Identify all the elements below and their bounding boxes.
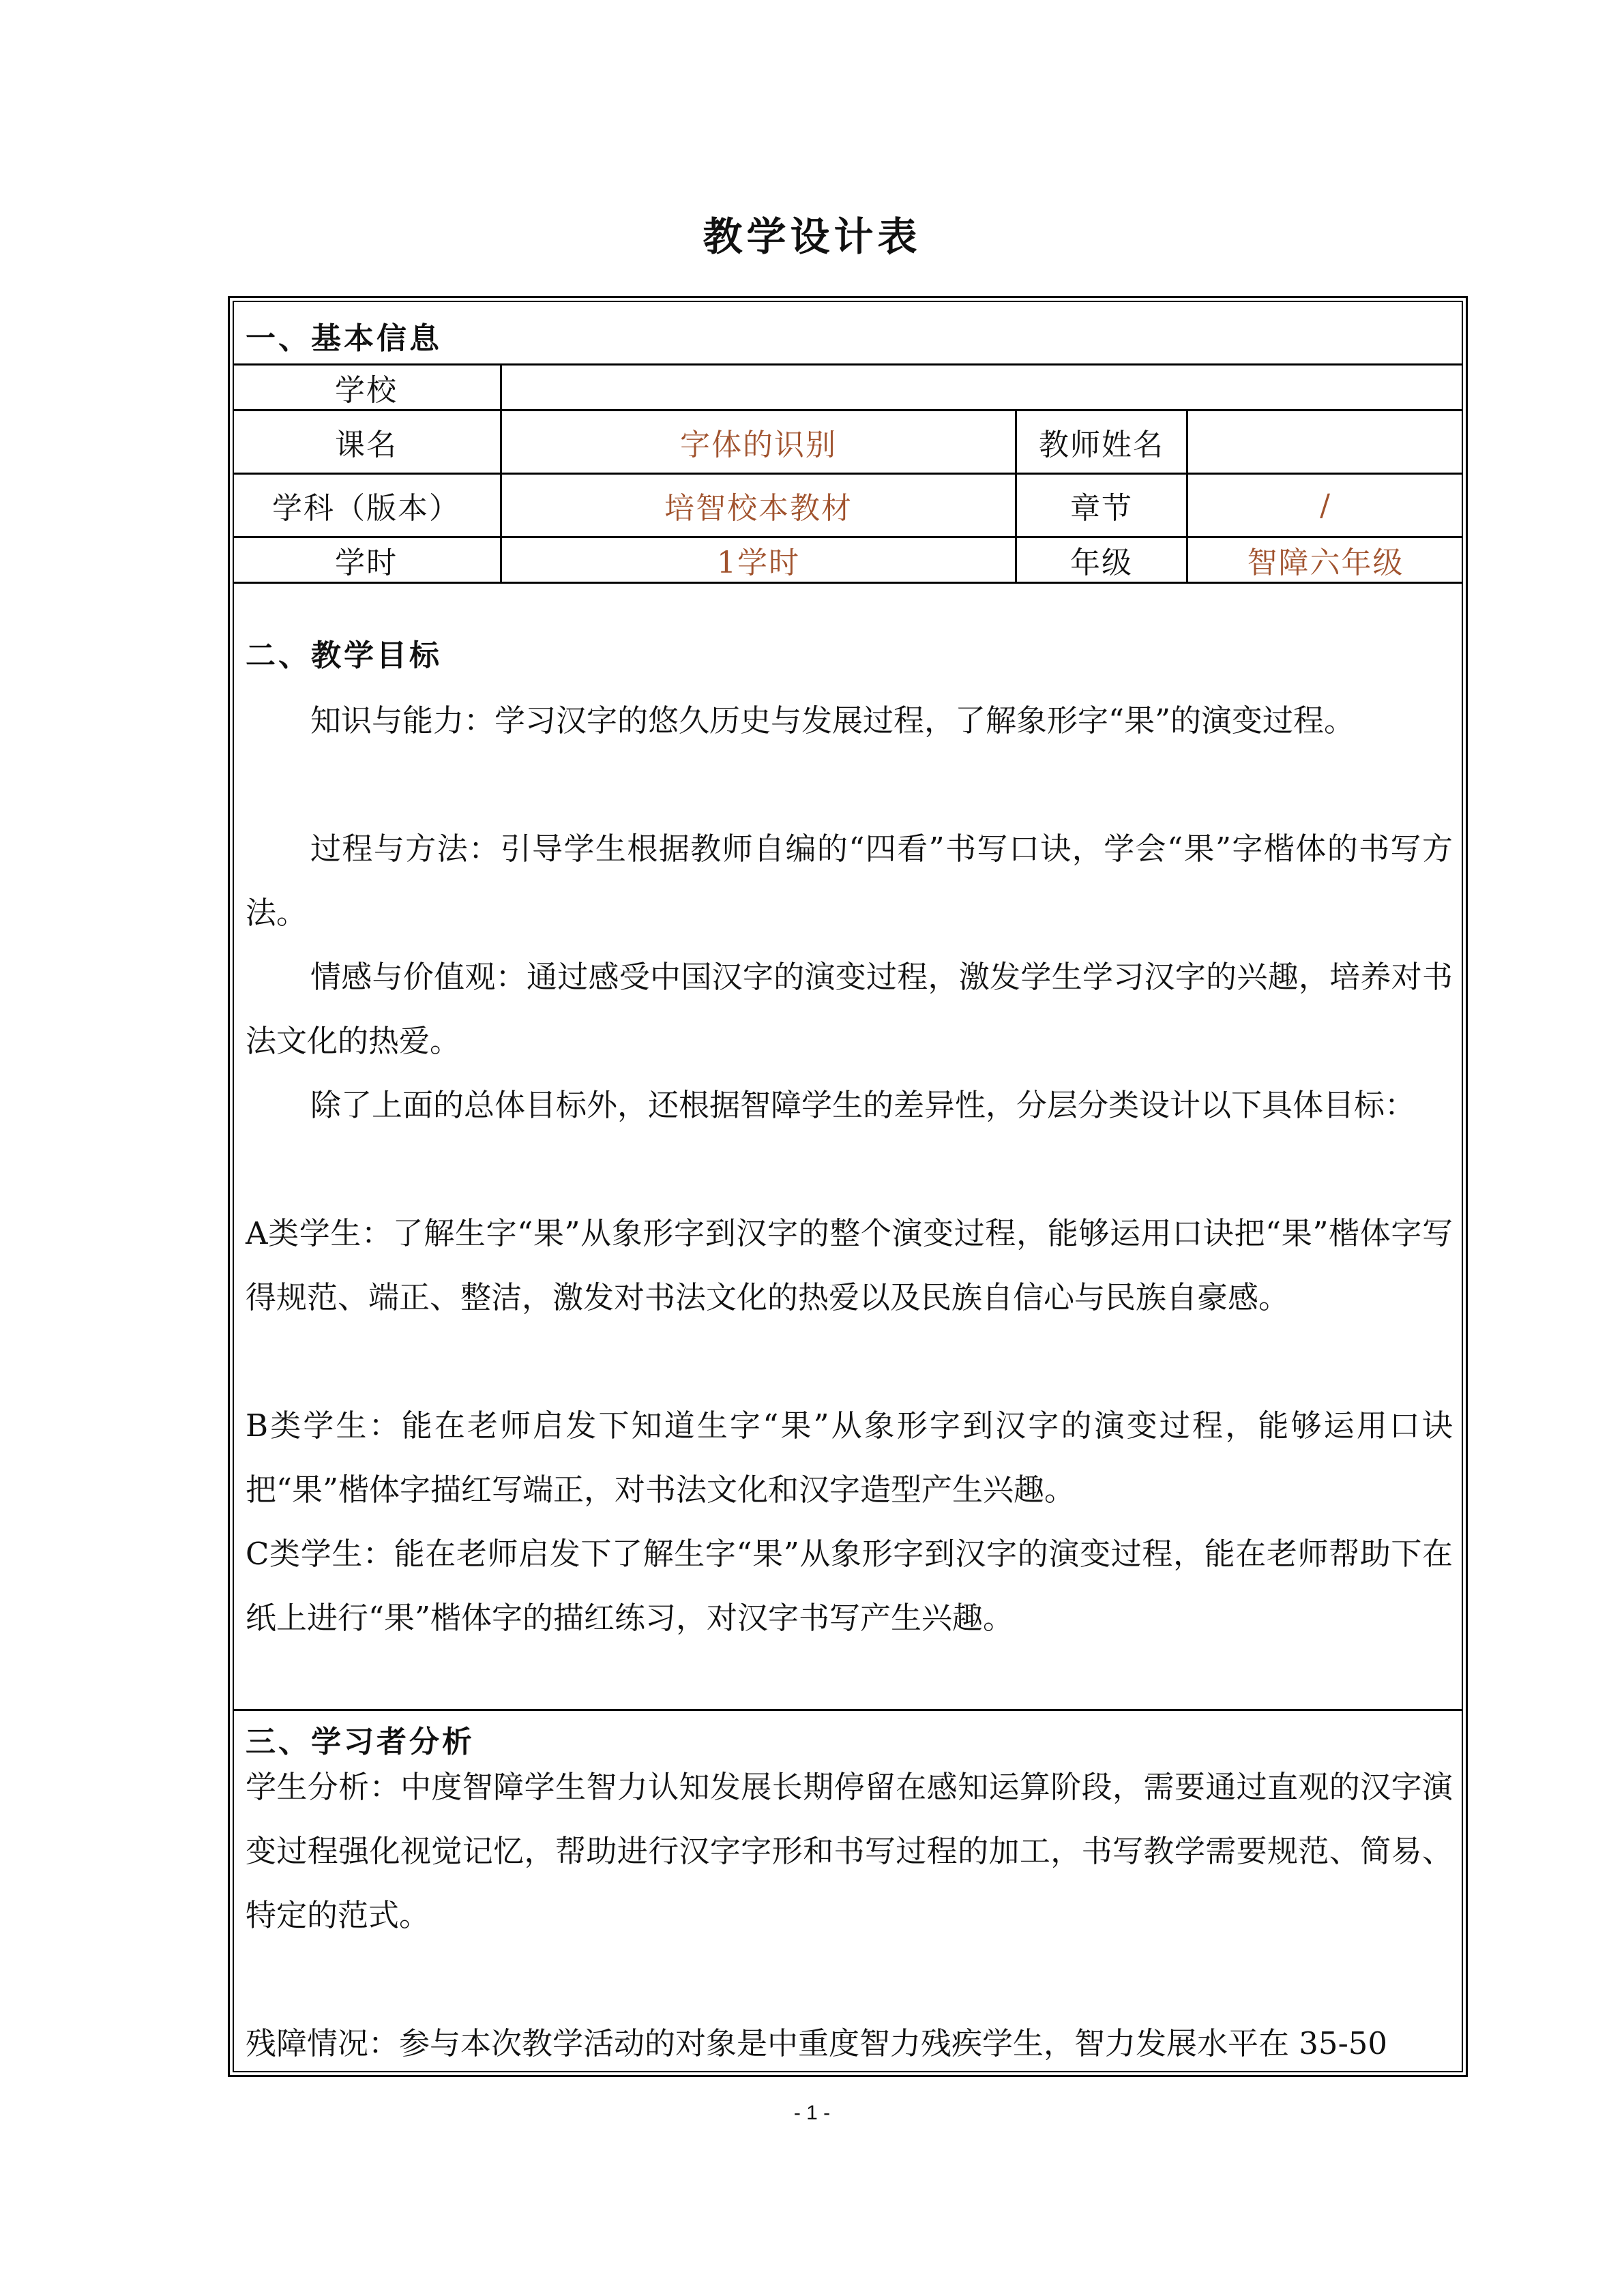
grade-label: 年级 [1070, 546, 1133, 580]
objective-intro: 除了上面的总体目标外，还根据智障学生的差异性，分层分类设计以下具体目标： [310, 1087, 1416, 1123]
objective-knowledge: 知识与能力：学习汉字的悠久历史与发展过程，了解象形字“果”的演变过程。 [310, 702, 1355, 739]
teacher-value [1188, 411, 1463, 473]
objective-class-b: B类学生：能在老师启发下知道生字“果”从象形字到汉字的演变过程，能够运用口诀把“果”楷体字描红写端正，对书法文化和汉字造型产生兴趣。 [246, 1407, 1453, 1508]
grade-value: 智障六年级 [1247, 546, 1404, 580]
section3-heading: 三、学习者分析 [246, 1725, 475, 1759]
subject-value: 培智校本教材 [664, 491, 853, 526]
objective-class-c: C类学生：能在老师启发下了解生字“果”从象形字到汉字的演变过程，能在老师帮助下在纸上进行“果”楷体字的描红练习，对汉字书写产生兴趣。 [246, 1536, 1453, 1636]
section1-heading: 一、基本信息 [246, 321, 442, 356]
school-value [502, 366, 1463, 409]
objective-process: 过程与方法：引导学生根据教师自编的“四看”书写口诀，学会“果”字楷体的书写方法。 [246, 831, 1453, 931]
hours-label: 学时 [335, 546, 398, 580]
row-divider [233, 582, 1463, 584]
section-divider [233, 1709, 1463, 1711]
course-value: 字体的识别 [680, 428, 837, 462]
course-label: 课名 [335, 428, 398, 462]
objective-class-a: A类学生：了解生字“果”从象形字到汉字的整个演变过程，能够运用口诀把“果”楷体字写得规范、端正、整洁，激发对书法文化的热爱以及民族自信心与民族自豪感。 [246, 1215, 1453, 1315]
objective-emotion: 情感与价值观：通过感受中国汉字的演变过程，激发学生学习汉字的兴趣，培养对书法文化的热爱。 [246, 959, 1453, 1059]
student-analysis: 学生分析：中度智障学生智力认知发展长期停留在感知运算阶段，需要通过直观的汉字演变过程强化视觉记忆，帮助进行汉字字形和书写过程的加工，书写教学需要规范、简易、特定的范式。 [246, 1769, 1453, 1933]
chapter-label: 章节 [1070, 491, 1133, 526]
teacher-label: 教师姓名 [1039, 428, 1164, 462]
page-number: - 1 - [793, 2102, 831, 2124]
school-label: 学校 [335, 373, 398, 408]
disability-situation: 残障情况：参与本次教学活动的对象是中重度智力残疾学生，智力发展水平在 35-50 [246, 2025, 1388, 2061]
hours-value: 1学时 [717, 546, 800, 580]
subject-label: 学科（版本） [272, 491, 460, 526]
section2-heading: 二、教学目标 [246, 638, 442, 673]
chapter-value: / [1320, 488, 1331, 523]
document-title: 教学设计表 [703, 213, 921, 260]
